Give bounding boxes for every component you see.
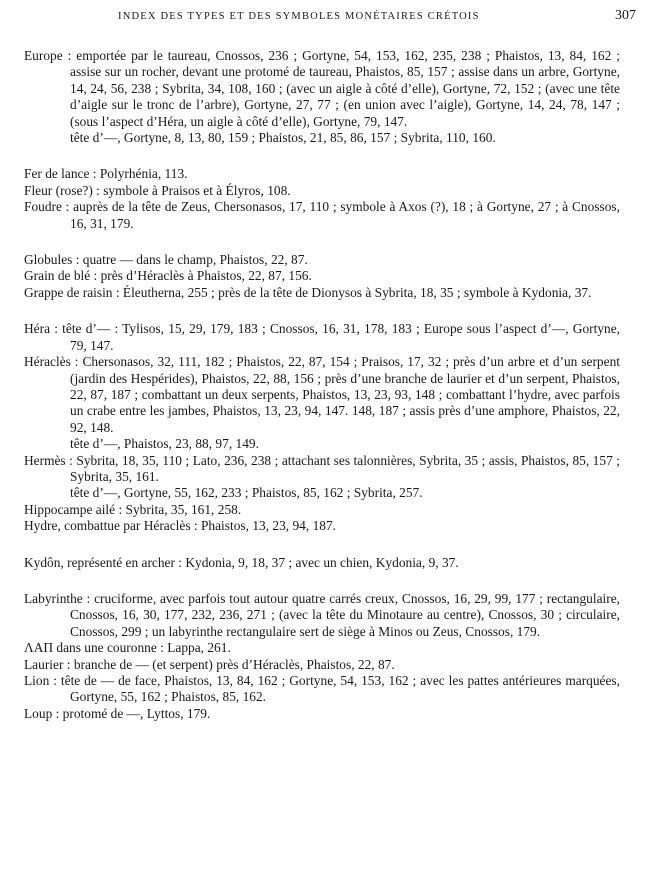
running-title: INDEX DES TYPES ET DES SYMBOLES MONÉTAIRES CRÉTOIS [118, 11, 480, 22]
index-subentry: tête d’—, Gortyne, 8, 13, 80, 159 ; Phaistos, 21, 85, 86, 157 ; Sybrita, 110, 160. [70, 130, 496, 146]
index-entry: Hermès : Sybrita, 18, 35, 110 ; Lato, 236, 238 ; attachant ses talonnières, Sybrita, 35 ; assis, Phaistos, 85, 157 ; Sybrita, 35, 161. [24, 452, 620, 484]
index-entry: Foudre : auprès de la tête de Zeus, Chersonasos, 17, 110 ; symbole à Axos (?), 18 ; à Gortyne, 27 ; à Cnossos, 16, 31, 179. [24, 199, 620, 231]
group-spacer [24, 232, 620, 252]
group-spacer [24, 535, 620, 555]
index-entry: Héraclès : Chersonasos, 32, 111, 182 ; Phaistos, 22, 87, 154 ; Praisos, 17, 32 ; près d’un arbre et d’un serpent (jardin des Hespérides), Phaistos, 22, 88, 156 ; près d’une branche de laurier et d’un serpent, Phaistos, 22, 87, 187 ; combattant un deux serpents, Phaistos, 13, 23, 93, 148 ; combattant l’hydre, avec parfois un crabe entre les jambes, Phaistos, 13, 23, 94, 147. 148, 187 ; assis près d’une amphore, Phaistos, 22, 92, 148. [24, 354, 620, 435]
index-body [24, 48, 620, 722]
index-subentry: tête d’—, Gortyne, 55, 162, 233 ; Phaistos, 85, 162 ; Sybrita, 257. [70, 485, 423, 501]
index-entry: Kydôn, représenté en archer : Kydonia, 9, 18, 37 ; avec un chien, Kydonia, 9, 37. [24, 554, 459, 570]
index-entry: Globules : quatre — dans le champ, Phaistos, 22, 87. [24, 252, 308, 268]
index-entry: Hydre, combattue par Héraclès : Phaistos, 13, 23, 94, 187. [24, 518, 337, 534]
group-spacer [24, 571, 620, 591]
index-entry: Loup : protomé de —, Lyttos, 179. [24, 705, 211, 721]
index-subentry: tête d’—, Phaistos, 23, 88, 97, 149. [70, 436, 259, 452]
index-entry: Grappe de raisin : Éleutherna, 255 ; près de la tête de Dionysos à Sybrita, 18, 35 ; symbole à Kydonia, 37. [24, 284, 592, 300]
index-entry: Labyrinthe : cruciforme, avec parfois tout autour quatre carrés creux, Cnossos, 16, 29, 99, 177 ; rectangulaire, Cnossos, 16, 30, 177, 232, 236, 271 ; (avec la tête du Minotaure au centre), Cnossos, 30 ; circulaire, Cnossos, 299 ; un labyrinthe rectangulaire sert de siège à Minos ou Zeus, Cnossos, 179. [24, 590, 620, 639]
index-entry: Lion : tête de — de face, Phaistos, 13, 84, 162 ; Gortyne, 54, 153, 162 ; avec les pattes antérieures marquées, Gortyne, 55, 162 ; Phaistos, 85, 162. [24, 673, 620, 705]
index-entry: Europe : emportée par le taureau, Cnossos, 236 ; Gortyne, 54, 153, 162, 235, 238 ; Phaistos, 13, 84, 162 ; assise sur un rocher, devant une protomé de taureau, Phaistos, 85, 157 ; assise dans un arbre, Gortyne, 14, 24, 56, 238 ; Sybrita, 34, 108, 160 ; (avec un aigle à côté d’elle), Gortyne, 72, 152 ; (avec une tête d’aigle sur le tronc de l’arbre), Gortyne, 27, 77 ; (en union avec l’aigle), Gortyne, 14, 24, 78, 147 ; (sous l’aspect d’Héra, un aigle à côté d’elle), Gortyne, 79, 147. [24, 48, 620, 129]
index-entry: ΛΑΠ dans une couronne : Lappa, 261. [24, 640, 231, 656]
index-entry: Laurier : branche de — (et serpent) près d’Héraclès, Phaistos, 22, 87. [24, 656, 395, 672]
group-spacer [24, 146, 620, 166]
index-entry: Grain de blé : près d’Héraclès à Phaistos, 22, 87, 156. [24, 268, 312, 284]
group-spacer [24, 301, 620, 321]
page-number: 307 [615, 8, 636, 23]
index-entry: Fleur (rose?) : symbole à Praisos et à Élyros, 108. [24, 182, 291, 198]
index-entry: Hippocampe ailé : Sybrita, 35, 161, 258. [24, 501, 242, 517]
index-entry: Fer de lance : Polyrhénia, 113. [24, 166, 188, 182]
index-entry: Héra : tête d’— : Tylisos, 15, 29, 179, 183 ; Cnossos, 16, 31, 178, 183 ; Europe sous l’aspect d’—, Gortyne, 79, 147. [24, 321, 620, 353]
